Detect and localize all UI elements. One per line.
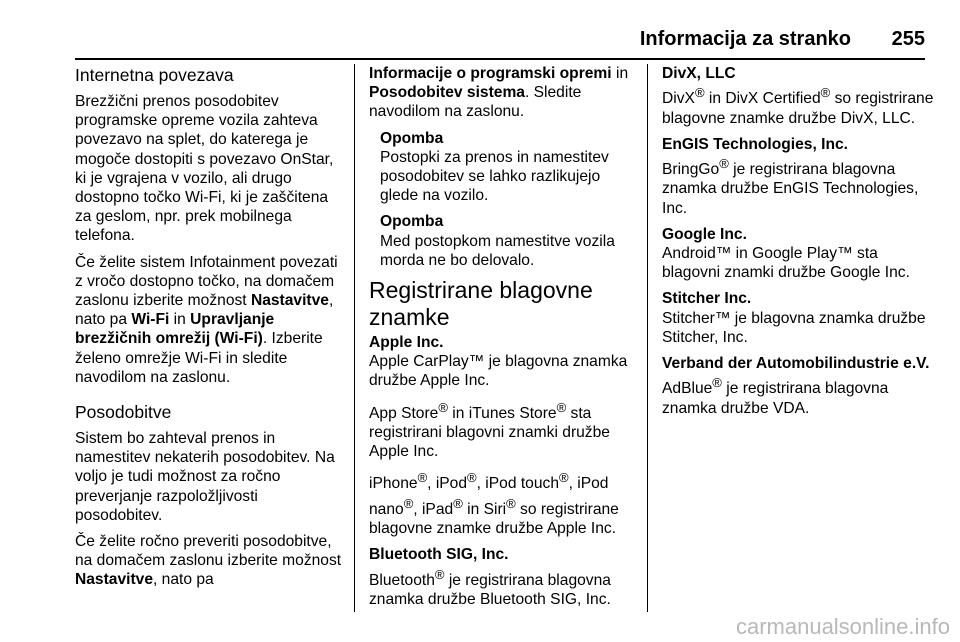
section-title-internet: Internetna povezava [75,65,234,85]
brand-title-vda: Verband der Automobilindustrie e.V. [662,355,930,373]
paragraph: Sistem bo zahteval prenos in namestitev nekaterih posodobitev. Na voljo je tudi možnost za ročno preverjanje razpoložljivosti posodobitev. [75,430,335,524]
section-title-updates: Posodobitve [75,402,172,423]
column-left [75,64,347,597]
paragraph: Android™ in Google Play™ sta blagovni znamki družbe Google Inc. [662,245,910,282]
column-divider [354,64,355,612]
paragraph: Apple CarPlay™ je blagovna znamka družbe Apple Inc. [369,353,628,390]
note-block [369,129,639,270]
note-title: Opomba [380,129,444,147]
page-header [75,28,925,60]
column-right [662,64,937,425]
brand-title-google: Google Inc. [662,225,747,243]
brand-title-engis: EnGIS Technologies, Inc. [662,135,848,153]
note-title: Opomba [380,213,444,231]
watermark: carmanualsonline.info [735,614,950,639]
paragraph: DivX® in DivX Certified® so registrirane blagovne znamke družbe DivX, LLC. [662,85,934,127]
paragraph: Stitcher™ je blagovna znamka družbe Stitcher, Inc. [662,309,926,346]
paragraph: App Store® in iTunes Store® sta registrirani blagovni znamki družbe Apple Inc. [369,399,610,461]
note-text: Med postopkom namestitve vozila morda ne bo delovalo. [380,232,615,269]
brand-title-divx: DivX, LLC [662,65,736,82]
paragraph: iPhone®, iPod®, iPod touch®, iPod nano®, iPad® in Siri® so registrirane blagovne znamke družbe Apple Inc. [369,470,619,538]
column-divider [647,64,648,612]
brand-title-apple: Apple Inc. [369,334,444,352]
page-number: 255 [891,28,925,50]
paragraph: AdBlue® je registrirana blagovna znamka družbe VDA. [662,375,889,417]
note-text: Postopki za prenos in namestitev posodobitev se lahko razlikujejo glede na vozilo. [380,148,609,205]
paragraph: Če želite sistem Infotainment povezati z vročo dostopno točko, na domačem zaslonu izberite možnost Nastavitve, nato pa Wi-Fi in Upravljanje brezžičnih omrežij (Wi-Fi). Izberite želeno omrežje Wi-Fi in sledite navodilom na zaslonu. [75,253,338,386]
paragraph: Informacije o programski opremi in Posodobitev sistema. Sledite navodilom na zaslonu. [369,65,629,121]
paragraph: Če želite ročno preveriti posodobitve, na domačem zaslonu izberite možnost Nastavitve, nato pa [75,533,342,589]
paragraph: Brezžični prenos posodobitev programske opreme vozila zahteva povezavo na splet, do katerega je mogoče dostopiti s povezavo OnStar, ki je vgrajena v vozilo, ali drugo dostopno točko Wi-Fi, ki je zaščitena za geslom, npr. prek mobilnega telefona. [75,93,334,245]
paragraph: Bluetooth® je registrirana blagovna znamka družbe Bluetooth SIG, Inc. [369,566,611,609]
header-title: Informacija za stranko [639,28,851,50]
brand-title-bluetooth: Bluetooth SIG, Inc. [369,546,509,564]
paragraph: BringGo® je registrirana blagovna znamka družbe EnGIS Technologies, Inc. [662,156,919,217]
section-title-trademarks: Registrirane blagovne znamke [369,277,593,331]
brand-title-stitcher: Stitcher Inc. [662,290,752,308]
column-middle [369,64,639,616]
